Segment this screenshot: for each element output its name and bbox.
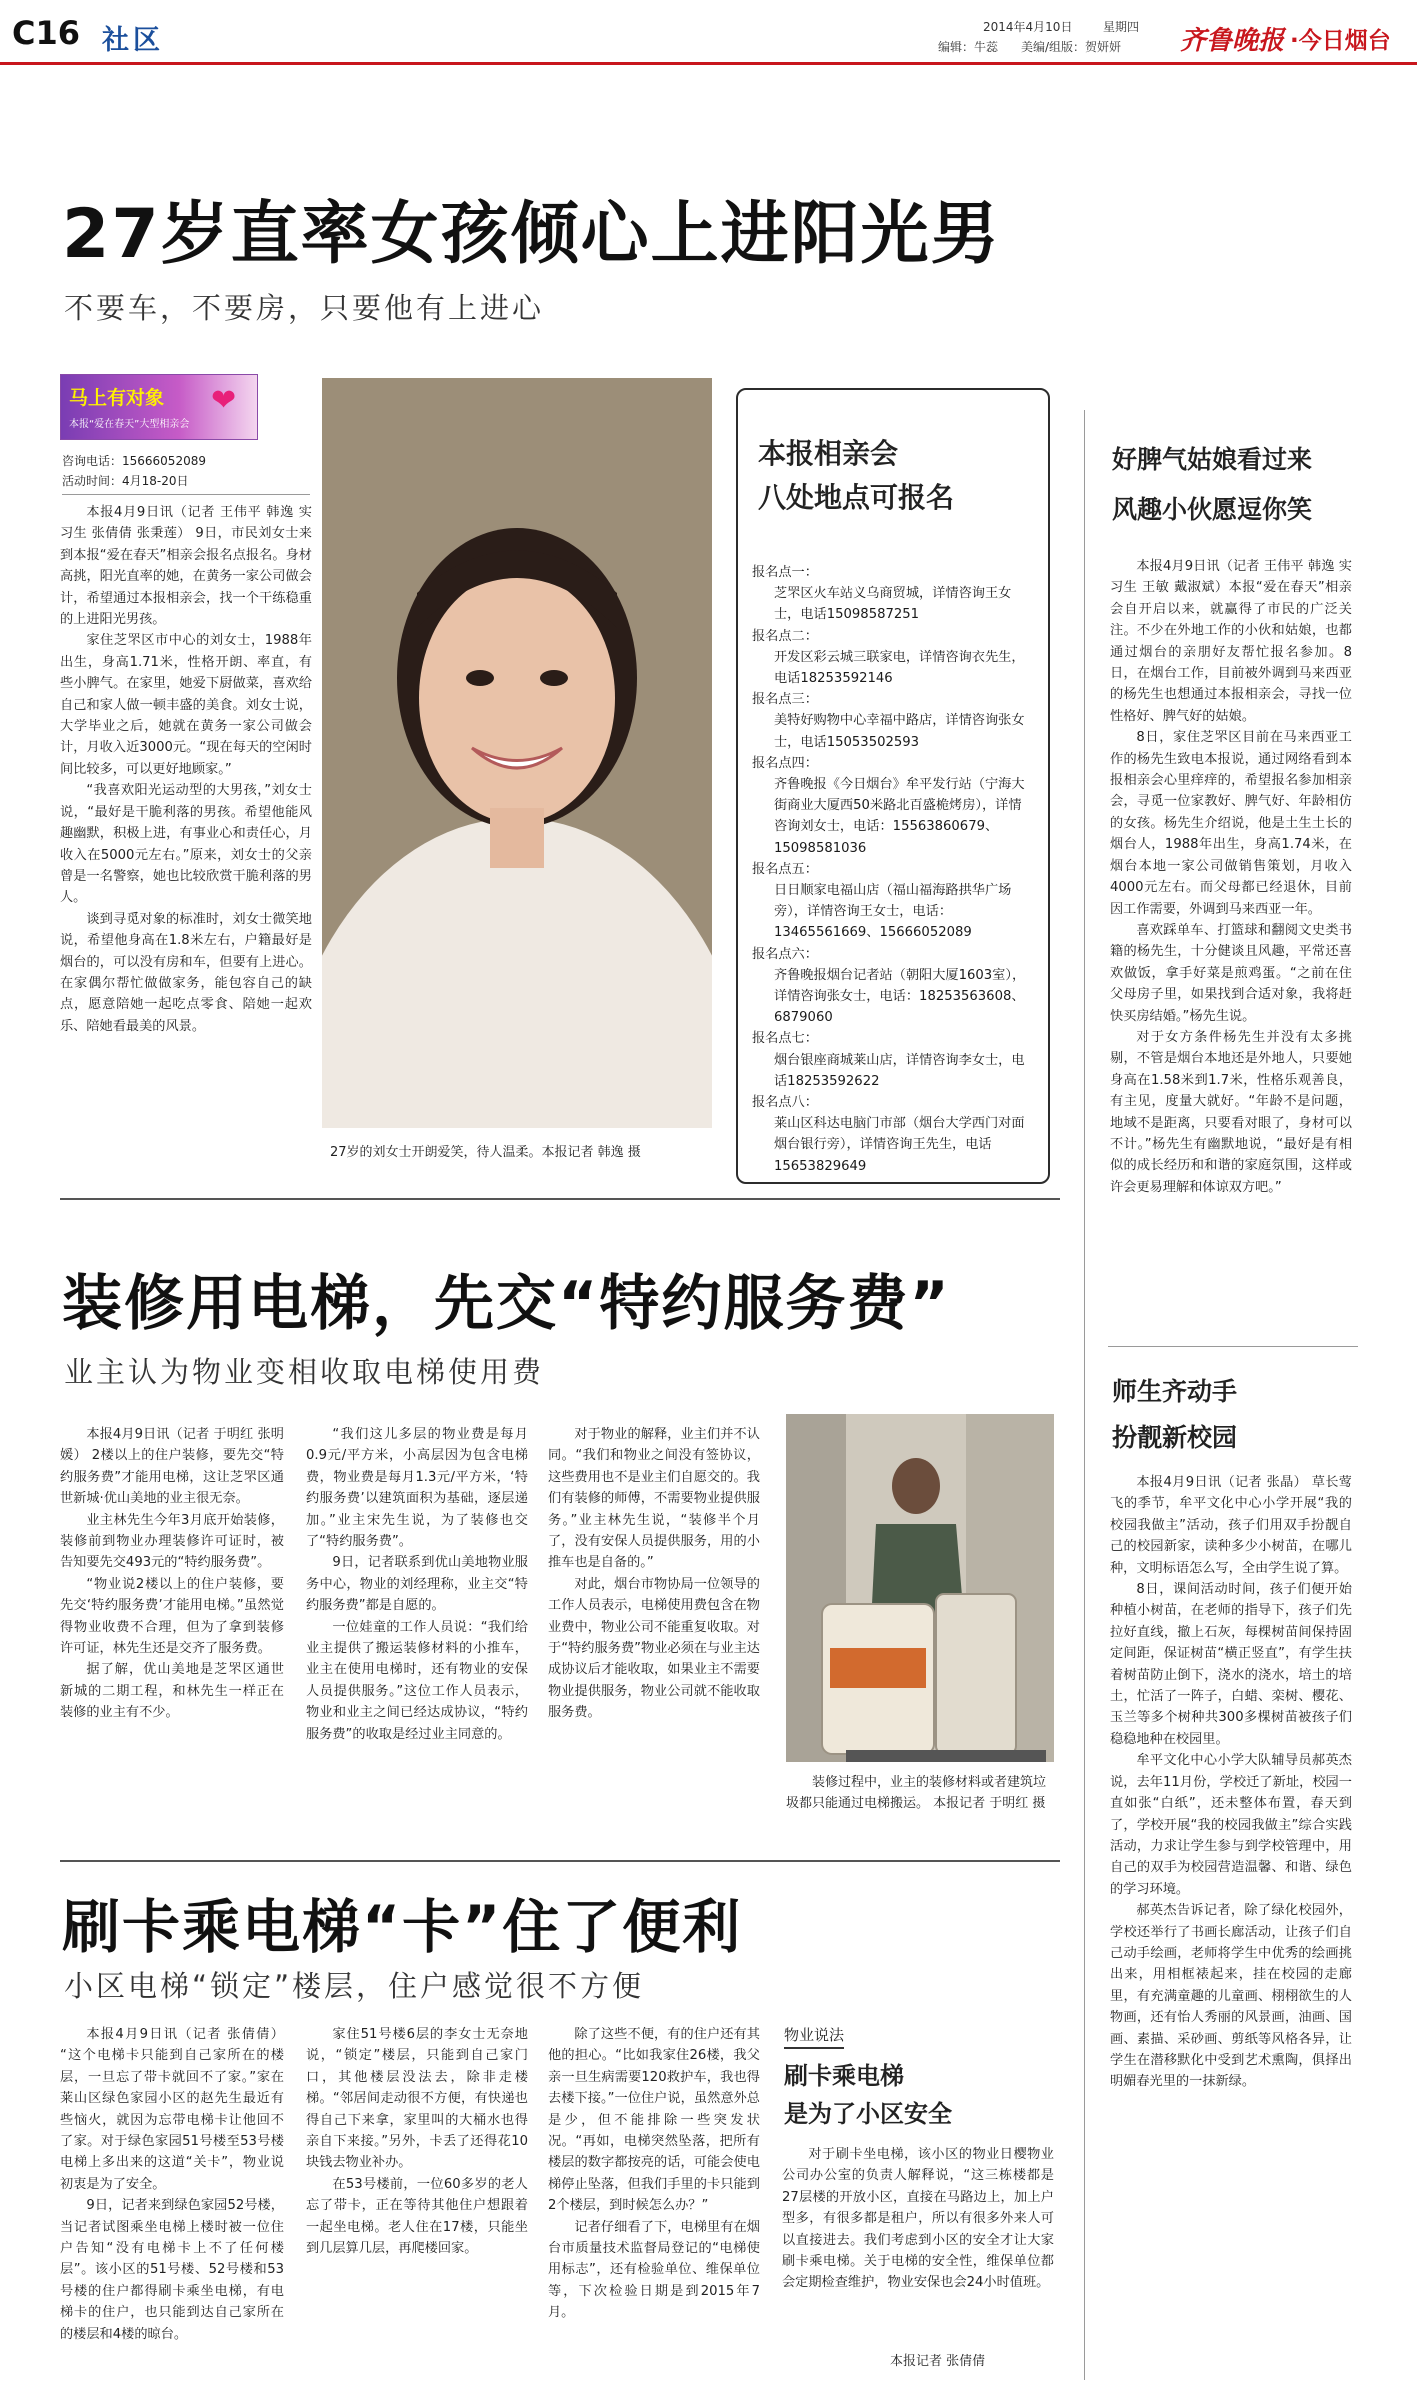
paragraph: 本报4月9日讯（记者 王伟平 韩逸 实习生 张倩倩 张秉莲） 9日，市民刘女士来到本报“爱在春天”相亲会报名点报名。身材高挑，阳光直率的她，在黄务一家公司做会计，希望通过本报相亲会，找一个干练稳重的上进阳光男孩。 (60, 505, 312, 628)
sidebar-title-2: 是为了小区安全 (784, 2100, 952, 2128)
article3-body-2 (306, 2024, 528, 2370)
article3-subhead: 小区电梯“锁定”楼层，住户感觉很不方便 (64, 1969, 645, 2003)
paragraph: 对于女方条件杨先生并没有太多挑剔，不管是烟台本地还是外地人，只要她身高在1.58米到1.7米，性格乐观善良，有主见，度量大就好。“年龄不是问题，地域不是距离，只要看对眼了，身材可以不计。”杨先生有幽默地说，“最好是有相似的成长经历和和谐的家庭氛围，这样或许会更易理解和体谅双方吧。” (1110, 1029, 1352, 1195)
portrait-photo (322, 378, 712, 1128)
registration-box (736, 388, 1050, 1184)
elevator-illustration (786, 1414, 1054, 1762)
heart-icon: ❤ (211, 383, 237, 418)
activity-time: 活动时间：4月18-20日 (62, 474, 189, 488)
side2-title-1: 师生齐动手 (1112, 1377, 1238, 1406)
paragraph: 8日，课间活动时间，孩子们便开始种植小树苗，在老师的指导下，孩子们先拉好直线，撤上石灰，每棵树苗间保持固定间距，保证树苗“横正竖直”，有学生扶着树苗防止倒下，浇水的浇水，培土的培土，忙活了一阵子，白蜡、栾树、樱花、玉兰等多个树种共300多棵树苗被孩子们稳稳地种在校园里。 (1110, 1582, 1352, 1747)
portrait-caption: 27岁的刘女士开朗爱笑，待人温柔。本报记者 韩逸 摄 (330, 1145, 641, 1160)
list-item: 报名点七： 烟台银座商城莱山店，详情咨询李女士，电话18253592622 (752, 1031, 1025, 1089)
box-title-1: 本报相亲会 (758, 437, 899, 470)
badge-subtitle: 本报“爱在春天”大型相亲会 (69, 419, 190, 430)
section-name: 社区 (102, 25, 164, 56)
issue-date: 2014年4月10日 (983, 20, 1073, 34)
paragraph: 据了解，优山美地是芝罘区通世新城的二期工程，和林先生一样正在装修的业主有不少。 (60, 1662, 284, 1721)
side2-body (1110, 1472, 1352, 2262)
property-sidebar (782, 2024, 1056, 2374)
paragraph: 对于物业的解释，业主们并不认同。“我们和物业之间没有签协议，这些费用也不是业主们自愿交的。我们有装修的师傅，不需要物业提供服务。”业主林先生说，“装修半个月了，没有安保人员提供服务，用的小推车也是自备的。” (548, 1427, 760, 1571)
paragraph: “我喜欢阳光运动型的大男孩，”刘女士说，“最好是干脆利落的男孩。希望他能风趣幽默，积极上进，有事业心和责任心，月收入在5000元左右。”原来，刘女士的父亲曾是一名警察，她也比较欣赏干脆利落的男人。 (60, 783, 312, 906)
paragraph: 除了这些不便，有的住户还有其他的担心。“比如我家住26楼，我父亲一旦生病需要120救护车，我也得去楼下接。”一位住户说，虽然意外总是少，但不能排除一些突发状况。“再如，电梯突然坠落，把所有楼层的数字都按亮的话，可能会使电梯停止坠落，但我们手里的卡只能到2个楼层，到时候怎么办？” (548, 2027, 760, 2214)
article2-body-2 (306, 1424, 528, 1874)
side1-title-1: 好脾气姑娘看过来 (1112, 445, 1313, 474)
paragraph: “物业说2楼以上的住户装修，要先交‘特约服务费’才能用电梯。”虽然觉得物业收费不合理，但为了拿到装修许可证，林先生还是交齐了服务费。 (60, 1576, 284, 1657)
header-rule (0, 62, 1417, 65)
side1-title-2: 风趣小伙愿逗你笑 (1112, 495, 1313, 524)
paragraph: “我们这儿多层的物业费是每月0.9元/平方米，小高层因为包含电梯费，物业费是每月1.3元/平方米，‘特约服务费’以建筑面积为基础，逐层递加。”业主宋先生说，为了装修也交了“特约服务费”。 (306, 1427, 528, 1550)
badge-title: 马上有对象 (69, 387, 165, 409)
paragraph: 郝英杰告诉记者，除了绿化校园外，学校还举行了书画长廊活动，让孩子们自己动手绘画，老师将学生中优秀的绘画挑出来，用相框裱起来，挂在校园的走廊里，有充满童趣的儿童画、栩栩欲生的人物画，还有怡人秀丽的风景画，油画、国画、素描、采砂画、剪纸等风格各异，让学生在潜移默化中受到艺术熏陶，俱择出明媚春光里的一抹新绿。 (1110, 1903, 1352, 2090)
paragraph: 喜欢踩单车、打篮球和翻阅文史类书籍的杨先生，十分健谈且风趣，平常还喜欢做饭，拿手好菜是煎鸡蛋。“之前在住父母房子里，如果找到合适对象，我将赶快买房结婚。”杨先生说。 (1110, 922, 1352, 1024)
article1-body (60, 502, 312, 1142)
list-item: 报名点二： 开发区彩云城三联家电，详情咨询衣先生，电话18253592146 (752, 628, 1025, 687)
article3-body-1 (60, 2024, 284, 2370)
paragraph: 本报4月9日讯（记者 于明红 张明媛） 2楼以上的住户装修，要先交“特约服务费”才能用电梯，这让芝罘区通世新城·优山美地的业主很无奈。 (60, 1427, 284, 1507)
location-list (752, 562, 1034, 1177)
sidebar-byline: 本报记者 张倩倩 (890, 2354, 986, 2369)
paragraph: 记者仔细看了下，电梯里有在烟台市质量技术监督局登记的“电梯使用标志”，还有检验单位、维保单位等，下次检验日期是到2015年7月。 (548, 2219, 760, 2321)
page-header (0, 0, 1417, 62)
paragraph: 本报4月9日讯（记者 王伟平 韩逸 实习生 王敏 戴淑斌）本报“爱在春天”相亲会自开启以来，就赢得了市民的广泛关注。不少在外地工作的小伙和姑娘，也都通过烟台的亲朋好友帮忙报名参加。8日，在烟台工作，目前被外调到马来西亚的杨先生也想通过本报相亲会，寻找一位性格好、脾气好的姑娘。 (1110, 559, 1352, 724)
paragraph: 8日，家住芝罘区目前在马来西亚工作的杨先生致电本报说，通过网络看到本报相亲会心里痒痒的，希望报名参加相亲会，寻觅一位家教好、脾气好、年龄相仿的女孩。杨先生介绍说，他是土生土长的烟台人，1988年出生，身高1.74米，在烟台本地一家公司做销售策划，月收入4000元左右。而父母都已经退休，目前因工作需要，外调到马来西亚一年。 (1110, 730, 1352, 917)
sidebar-body (782, 2144, 1054, 2344)
list-item: 报名点五： 日日顺家电福山店（福山福海路拱华广场旁），详情咨询王女士，电话：13465561669、15666052089 (752, 861, 1012, 941)
paragraph: 本报4月9日讯（记者 张倩倩） “这个电梯卡只能到自己家所在的楼层，一旦忘了带卡就回不了家。”家在莱山区绿色家园小区的赵先生最近有些恼火，就因为忘带电梯卡让他回不了家。对于绿色家园51号楼至53号楼电梯上多出来的这道“关卡”，物业说初衷是为了安全。 (60, 2027, 284, 2192)
issue-weekday: 星期四 (1103, 20, 1140, 34)
editor-line: 编辑：牛蕊 (938, 40, 999, 54)
right-column-divider (1084, 410, 1085, 2380)
hotline: 咨询电话：15666052089 (62, 454, 206, 468)
list-item: 报名点六： 齐鲁晚报烟台记者站（朝阳大厦1603室），详情咨询张女士，电话：18253563608、6879060 (752, 946, 1026, 1026)
paper-name-logo: 齐鲁晚报 (1180, 26, 1285, 56)
paragraph: 家住芝罘区市中心的刘女士，1988年出生，身高1.71米，性格开朗、率直，有些小脾气。在家里，她爱下厨做菜，喜欢给自己和家人做一顿丰盛的美食。刘女士说，大学毕业之后，她就在黄务一家公司做会计，月收入近3000元。“现在每天的空闲时间比较多，可以更好地顾家。” (60, 633, 312, 777)
elevator-photo (786, 1414, 1054, 1762)
paragraph: 对于刷卡坐电梯，该小区的物业日樱物业公司办公室的负责人解释说，“这三栋楼都是27层楼的开放小区，直接在马路边上，加上户型多，有很多都是租户，所以有很多外来人可以直接进去。我们考虑到小区的安全才让大家刷卡乘电梯。关于电梯的安全性，维保单位都会定期检查维护，物业安保也会24小时值班。 (782, 2147, 1054, 2291)
sidebar-title-1: 刷卡乘电梯 (784, 2062, 904, 2090)
list-item: 报名点四： 齐鲁晚报《今日烟台》牟平发行站（宁海大街商业大厦西50米路北百盛桅烤房），详情咨询刘女士，电话：15563860679、15098581036 (752, 755, 1025, 856)
side2-title-2: 扮靓新校园 (1112, 1423, 1238, 1452)
paragraph: 一位娃童的工作人员说：“我们给业主提供了搬运装修材料的小推车，业主在使用电梯时，还有物业的安保人员提供服务。”这位工作人员表示，物业和业主之间已经达成协议，“特约服务费”的收取是经过业主同意的。 (306, 1619, 528, 1742)
paragraph: 在53号楼前，一位60多岁的老人忘了带卡，正在等待其他住户想跟着一起坐电梯。老人住在17楼，只能坐到几层算几层，再爬楼回家。 (306, 2176, 528, 2257)
paragraph: 业主林先生今年3月底开始装修，装修前到物业办理装修许可证时，被告知要先交493元的“特约服务费”。 (60, 1512, 284, 1571)
article2-subhead: 业主认为物业变相收取电梯使用费 (64, 1355, 545, 1389)
paragraph: 本报4月9日讯（记者 张晶） 草长莺飞的季节，牟平文化中心小学开展“我的校园我做主”活动，孩子们用双手扮靓自己的校园新家，读种多少小树苗，在哪儿种，文明标语怎么写，全由学生说了算。 (1110, 1475, 1352, 1576)
side1-body (1110, 556, 1352, 1336)
elevator-caption: 装修过程中，业主的装修材料或者建筑垃圾都只能通过电梯搬运。 本报记者 于明红 摄 (786, 1775, 1047, 1811)
paragraph: 谈到寻觅对象的标准时，刘女士微笑地说，希望他身高在1.8米左右，户籍最好是烟台的，可以没有房和车，但要有上进心。在家偶尔帮忙做做家务，能包容自己的缺点，愿意陪她一起吃点零食、陪她一起欢乐、陪她看最美的风景。 (60, 911, 312, 1034)
sidebar-tag: 物业说法 (784, 2024, 844, 2049)
designer-line: 美编/组版：贺妍妍 (1021, 40, 1122, 54)
box-title-2: 八处地点可报名 (758, 481, 955, 514)
paragraph: 家住51号楼6层的李女士无奈地说，“锁定”楼层，只能到自己家门口，其他楼层没法去，除非走楼梯。“邻居间走动很不方便，有快递也得自己下来拿，家里叫的大桶水也得亲自下来接。”另外，卡丢了还得花10块钱去物业补办。 (306, 2027, 528, 2171)
page-number: C16 (12, 14, 81, 52)
paragraph: 牟平文化中心小学大队辅导员郝英杰说，去年11月份，学校迁了新址，校园一直如张“白纸”，还未整体布置，春天到了，学校开展“我的校园我做主”综合实践活动，力求让学生参与到学校管理中，用自己的双手为校园营造温馨、和谐、绿色的学习环境。 (1110, 1753, 1352, 1897)
article1-headline: 27岁直率女孩倾心上进阳光男 (62, 195, 1001, 274)
paragraph: 9日，记者联系到优山美地物业服务中心，物业的刘经理称，业主交“特约服务费”都是自愿的。 (306, 1555, 528, 1614)
list-item: 报名点三： 美特好购物中心幸福中路店，详情咨询张女士，电话15053502593 (752, 692, 1025, 750)
list-item: 报名点一： 芝罘区火车站义乌商贸城，详情咨询王女士，电话15098587251 (752, 565, 1012, 623)
paragraph: 对此，烟台市物协局一位领导的工作人员表示，电梯使用费包含在物业费中，物业公司不能重复收取。对于“特约服务费”物业必须在与业主达成协议后才能收取，如果业主不需要物业提供服务，物业公司就不能收取服务费。 (548, 1576, 760, 1721)
portrait-illustration (322, 378, 712, 1128)
article3-headline: 刷卡乘电梯“卡”住了便利 (62, 1893, 743, 1961)
article2-headline: 装修用电梯，先交“特约服务费” (62, 1269, 951, 1339)
article2-body-1 (60, 1424, 284, 1874)
article3-body-3 (548, 2024, 760, 2370)
matchmaking-badge (60, 374, 258, 440)
paragraph: 9日，记者来到绿色家园52号楼，当记者试图乘坐电梯上楼时被一位住户告知“没有电梯卡上不了任何楼层”。该小区的51号楼、52号楼和53号楼的住户都得刷卡乘坐电梯，有电梯卡的住户，也只能到达自己家所在的楼层和4楼的晾台。 (60, 2198, 284, 2342)
article2-body-3 (548, 1424, 760, 1874)
edition-name: ·今日烟台 (1290, 28, 1391, 54)
list-item: 报名点八： 莱山区科达电脑门市部（烟台大学西门对面烟台银行旁），详情咨询王先生，电话15653829649 (752, 1095, 1025, 1174)
article1-subhead: 不要车，不要房，只要他有上进心 (64, 291, 545, 325)
